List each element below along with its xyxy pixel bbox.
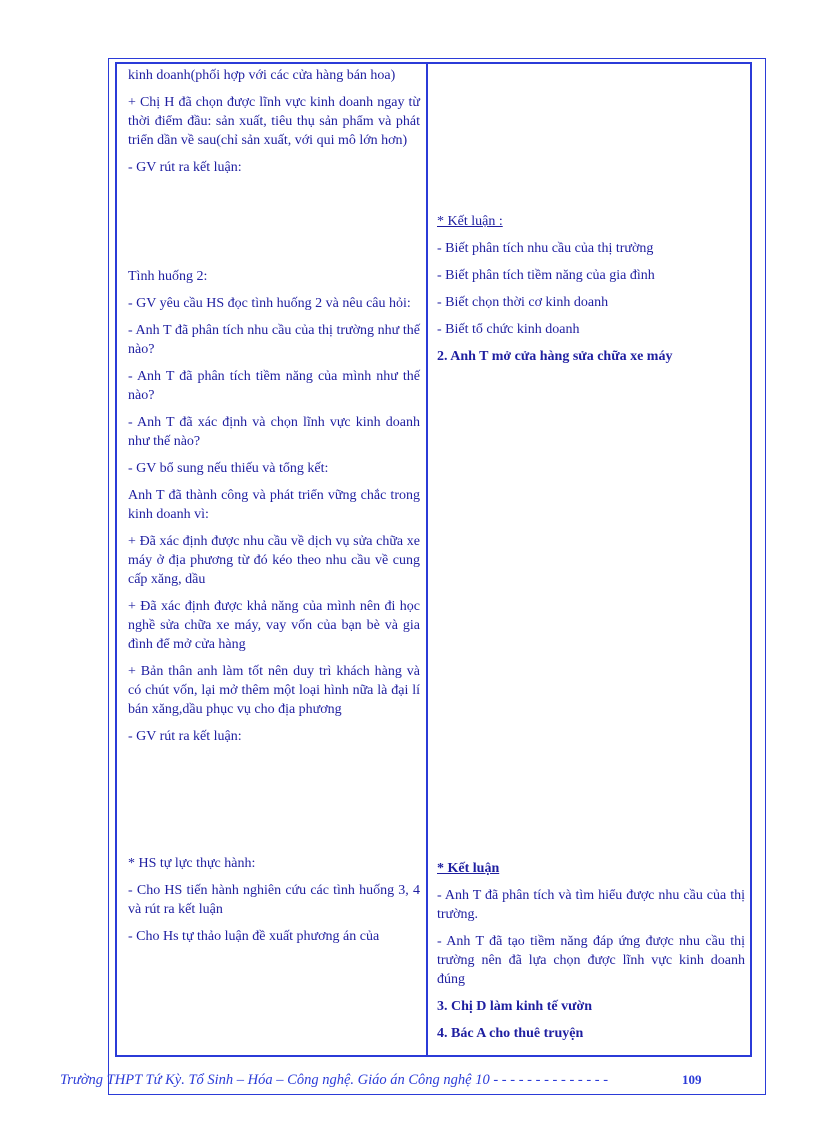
- paragraph: - GV rút ra kết luận:: [128, 729, 242, 744]
- list-item: - Biết phân tích nhu cầu của thị trường: [437, 241, 654, 256]
- section-heading: 2. Anh T mở cửa hàng sửa chữa xe máy: [437, 349, 673, 364]
- list-item: - Biết phân tích tiềm năng của gia đình: [437, 268, 655, 283]
- conclusion-block-2: [437, 859, 745, 1043]
- paragraph: Anh T đã thành công và phát triển vững chắc trong kinh doanh vì:: [128, 488, 420, 522]
- paragraph: kinh doanh(phối hợp với các cửa hàng bán hoa): [128, 68, 396, 83]
- teacher-activity-column: [128, 66, 420, 946]
- paragraph: - Anh T đã phân tích tiềm năng của mình như thế nào?: [128, 369, 420, 403]
- paragraph: - Cho Hs tự thảo luận đề xuất phương án của: [128, 929, 380, 944]
- paragraph: * HS tự lực thực hành:: [128, 856, 256, 871]
- page-footer: Trường THPT Tứ Kỳ. Tổ Sinh – Hóa – Công nghệ. Giáo án Công nghệ 10 - - - - - - - - - - - - - -: [60, 1072, 609, 1088]
- list-item: - Biết chọn thời cơ kinh doanh: [437, 295, 609, 310]
- paragraph: - GV rút ra kết luận:: [128, 160, 242, 175]
- column-divider: [426, 62, 428, 1057]
- page-number: 109: [682, 1072, 702, 1087]
- paragraph: - Cho HS tiến hành nghiên cứu các tình huống 3, 4 và rút ra kết luận: [128, 883, 420, 917]
- conclusion-heading: * Kết luận :: [437, 214, 503, 229]
- paragraph: - Anh T đã xác định và chọn lĩnh vực kinh doanh như thế nào?: [128, 415, 420, 449]
- paragraph: - Anh T đã phân tích nhu cầu của thị trường như thế nào?: [128, 323, 420, 357]
- paragraph: + Chị H đã chọn được lĩnh vực kinh doanh ngay từ thời điểm đầu: sản xuất, tiêu thụ sản phẩm và phát triển dần về sau(chỉ sản xuất, với qui mô lớn hơn): [128, 95, 420, 148]
- conclusion-heading: * Kết luận: [437, 861, 500, 876]
- paragraph: + Bản thân anh làm tốt nên duy trì khách hàng và có chút vốn, lại mở thêm một loại hình nữa là đại lí bán xăng,dầu phục vụ cho địa phương: [128, 664, 420, 717]
- paragraph: - GV yêu cầu HS đọc tình huống 2 và nêu câu hỏi:: [128, 296, 411, 311]
- paragraph: + Đã xác định được nhu cầu về dịch vụ sửa chữa xe máy ở địa phương từ đó kéo theo nhu cầu về cung cấp xăng, dầu: [128, 534, 420, 587]
- list-item: - Biết tổ chức kinh doanh: [437, 322, 580, 337]
- paragraph: - GV bổ sung nếu thiếu và tổng kết:: [128, 461, 329, 476]
- paragraph: + Đã xác định được khả năng của mình nên đi học nghề sửa chữa xe máy, vay vốn của bạn bè và gia đình để mở cửa hàng: [128, 599, 420, 652]
- section-heading: 4. Bác A cho thuê truyện: [437, 1026, 584, 1041]
- section-heading: 3. Chị D làm kinh tế vườn: [437, 999, 593, 1014]
- list-item: - Anh T đã phân tích và tìm hiểu được nhu cầu của thị trường.: [437, 888, 745, 922]
- conclusion-block-1: [437, 212, 745, 366]
- paragraph: Tình huống 2:: [128, 269, 208, 284]
- list-item: - Anh T đã tạo tiềm năng đáp ứng được nhu cầu thị trường nên đã lựa chọn được lĩnh vực kinh doanh đúng: [437, 934, 745, 987]
